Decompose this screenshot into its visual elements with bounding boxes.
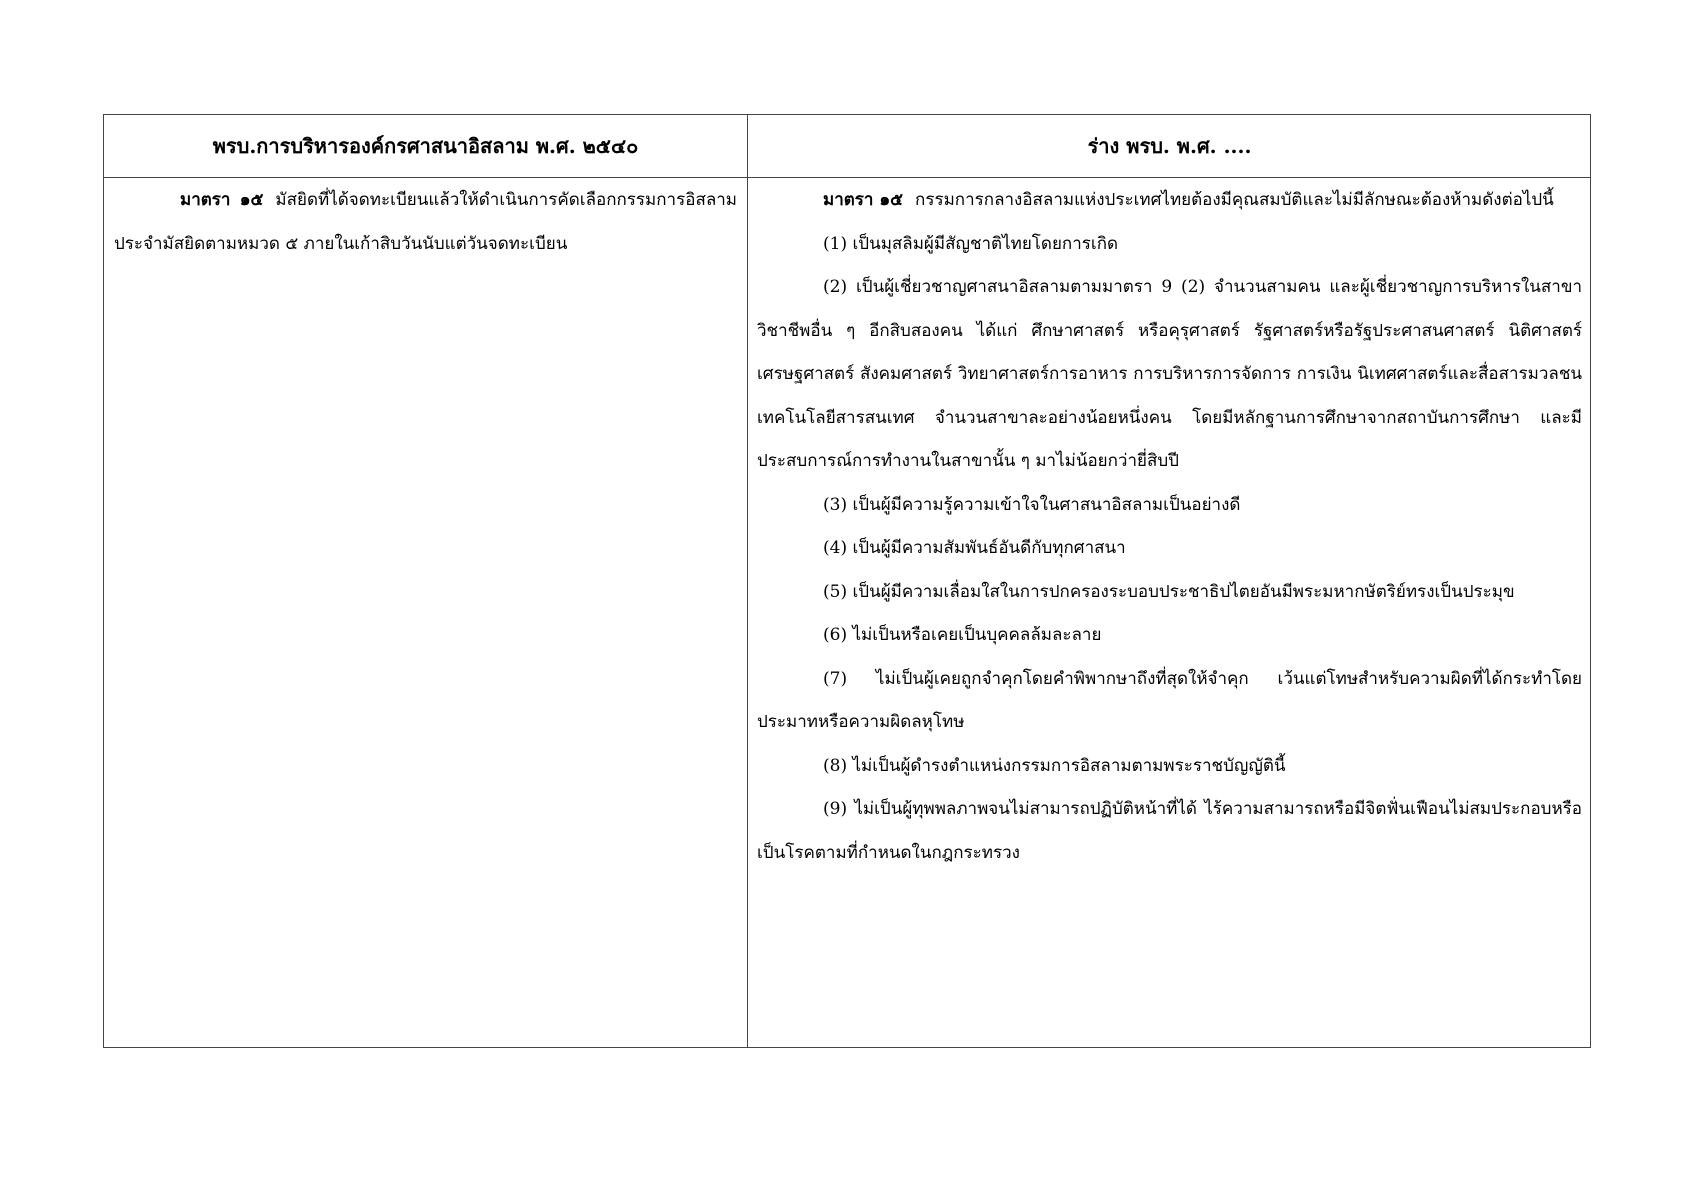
comparison-table — [103, 114, 1591, 1048]
qualification-item: (5) เป็นผู้มีความเลื่อมใสในการปกครองระบอบประชาธิปไตยอันมีพระมหากษัตริย์ทรงเป็นประมุข — [823, 581, 1515, 602]
qualification-item: (9) ไม่เป็นผู้ทุพพลภาพจนไม่สามารถปฏิบัติหน้าที่ได้ ไร้ความสามารถหรือมีจิตฟั่นเฟือนไม่สมประกอบหรือเป็นโรคตามที่กำหนดในกฎกระทรวง — [757, 799, 1582, 863]
header-draft-act: ร่าง พรบ. พ.ศ. .... — [1087, 134, 1252, 158]
qualification-item: (1) เป็นมุสลิมผู้มีสัญชาติไทยโดยการเกิด — [823, 233, 1119, 254]
qualification-item: (4) เป็นผู้มีความสัมพันธ์อันดีกับทุกศาสนา — [823, 538, 1126, 558]
section-text: กรรมการกลางอิสลามแห่งประเทศไทยต้องมีคุณสมบัติและไม่มีลักษณะต้องห้ามดังต่อไปนี้ — [915, 190, 1554, 210]
section-text: มัสยิดที่ได้จดทะเบียนแล้วให้ดำเนินการคัดเลือกกรรมการอิสลามประจำมัสยิดตามหมวด ๕ ภายในเก้าสิบวันนับแต่วันจดทะเบียน — [114, 190, 737, 254]
qualification-item: (2) เป็นผู้เชี่ยวชาญศาสนาอิสลามตามมาตรา 9 (2) จำนวนสามคน และผู้เชี่ยวชาญการบริหารในสาขาวิชาชีพอื่น ๆ อีกสิบสองคน ได้แก่ ศึกษาศาสตร์ หรือคุรุศาสตร์ รัฐศาสตร์หรือรัฐประศาสนศาสตร์ นิติศาสตร์ เศรษฐศาสตร์ สังคมศาสตร์ วิทยาศาสตร์การอาหาร การบริหารการจัดการ การเงิน นิเทศศาสตร์และสื่อสารมวลชน เทคโนโลยีสารสนเทศ จำนวนสาขาละอย่างน้อยหนึ่งคน โดยมีหลักฐานการศึกษาจากสถาบันการศึกษา และมีประสบการณ์การทำงานในสาขานั้น ๆ มาไม่น้อยกว่ายี่สิบปี — [757, 277, 1582, 471]
qualification-item: (3) เป็นผู้มีความรู้ความเข้าใจในศาสนาอิสลามเป็นอย่างดี — [823, 494, 1241, 515]
draft-act-section-15 — [757, 179, 1582, 223]
qualification-item: (8) ไม่เป็นผู้ดำรงตำแหน่งกรรมการอิสลามตามพระราชบัญญัตินี้ — [823, 755, 1286, 776]
current-act-column — [104, 177, 747, 266]
section-label: มาตรา ๑๕ — [180, 190, 264, 210]
qualification-item: (7) ไม่เป็นผู้เคยถูกจำคุกโดยคำพิพากษาถึงที่สุดให้จำคุก เว้นแต่โทษสำหรับความผิดที่ได้กระทำโดยประมาทหรือความผิดลหุโทษ — [757, 668, 1582, 732]
header-current-act: พรบ.การบริหารองค์กรศาสนาอิสลาม พ.ศ. ๒๕๔๐ — [212, 134, 639, 158]
current-act-section-15 — [114, 179, 737, 266]
qualification-item: (6) ไม่เป็นหรือเคยเป็นบุคคลล้มละลาย — [823, 625, 1102, 645]
section-label: มาตรา ๑๕ — [823, 190, 904, 210]
draft-act-column — [747, 177, 1592, 875]
